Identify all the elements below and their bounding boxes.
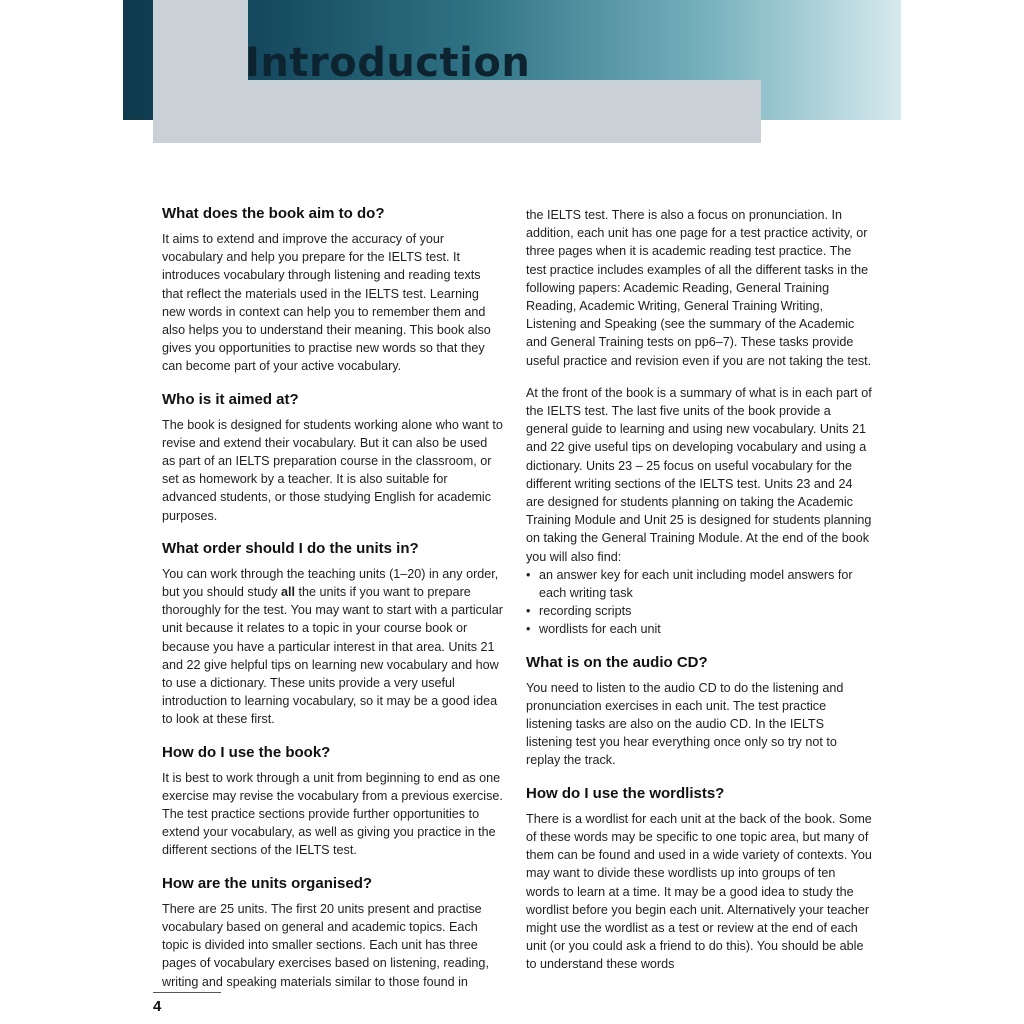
- left-column: [162, 204, 504, 991]
- section-body-audience: The book is designed for students working alone who want to revise and extend their vocabulary. But it can also be used as part of an IELTS preparation course in the classroom, or set as homework by a teacher. It is also suitable for advanced students, or those studying English for academic purposes.: [162, 417, 503, 523]
- end-of-book-list: [526, 566, 872, 639]
- section-heading-wordlists: How do I use the wordlists?: [526, 784, 725, 802]
- section-body-usage: It is best to work through a unit from beginning to end as one exercise may revise the vocabulary from a previous exercise. The test practice sections provide further opportunities to extend your vocabulary, as well as giving you practice in the different sections of the IELTS test.: [162, 770, 503, 858]
- page-title: Introduction: [245, 40, 531, 86]
- section-heading-audience: Who is it aimed at?: [162, 390, 299, 408]
- list-item: • an answer key for each unit including model answers for each writing task: [526, 566, 872, 602]
- section-heading-organisation: How are the units organised?: [162, 874, 373, 892]
- header-banner-grey-band: [153, 80, 761, 143]
- page-number: 4: [153, 998, 162, 1015]
- section-heading-usage: How do I use the book?: [162, 743, 331, 761]
- section-body-wordlists: There is a wordlist for each unit at the back of the book. Some of these words may be specific to one topic area, but many of them can be found and used in a wide variety of contexts. You may want to divide these wordlists up into groups of ten words to learn at a time. It may be a good idea to study the wordlist before you begin each unit. Alternatively your teacher might use the wordlist as a test or review at the end of each unit (or you could ask a friend to do this). You should be able to understand these words: [526, 811, 872, 972]
- unit-order-text-start: You can work through the teaching units (1–20) in any order, but you should study: [162, 566, 499, 600]
- section-body-aim: It aims to extend and improve the accuracy of your vocabulary and help you prepare for the IELTS test. It introduces vocabulary through listening and reading texts that reflect the materials used in the IELTS test. Learning new words in context can help you to remember them and also helps you to understand their meaning. This book also gives you opportunities to practise new words so that they can become part of your active vocabulary.: [162, 232, 491, 374]
- unit-order-emphasis: all: [281, 585, 296, 600]
- section-body-audio-cd: You need to listen to the audio CD to do the listening and pronunciation exercises in each unit. The test practice listening tasks are also on the audio CD. In the IELTS listening test you hear everything once only so try not to replay the track.: [526, 680, 844, 768]
- organisation-continuation: the IELTS test. There is also a focus on pronunciation. In addition, each unit has one page for a test practice activity, or three pages when it is academic reading test practice. The test practice includes examples of all the different tasks in the following papers: Academic Reading, General Training Reading, Academic Writing, General Training Writing, Listening and Speaking (see the summary of the Academic and General Training tests on pp6–7). These tasks provide useful practice and revision even if you are not taking the test.: [526, 208, 872, 368]
- section-heading-aim: What does the book aim to do?: [162, 205, 385, 222]
- section-body-organisation: There are 25 units. The first 20 units present and practise vocabulary based on general and academic topics. Each topic is divided into smaller sections. Each unit has three pages of vocabulary exercises based on listening, reading, writing and speaking materials similar to those found in: [162, 901, 489, 989]
- unit-order-text-end: the units if you want to prepare thoroughly for the test. You may want to start with a particular unit because it relates to a topic in your course book or because you have a particular interest in that area. Units 21 and 22 give helpful tips on learning new vocabulary and how to use a dictionary. These units provide a very useful introduction to learning vocabulary, so it may be a good idea to look at these first.: [162, 585, 503, 727]
- section-heading-audio-cd: What is on the audio CD?: [526, 653, 708, 671]
- list-item: • recording scripts: [526, 602, 872, 620]
- section-body-unit-order: [162, 565, 504, 729]
- footer-rule: [153, 992, 221, 993]
- right-column: [526, 206, 872, 974]
- front-of-book-paragraph: At the front of the book is a summary of what is in each part of the IELTS test. The last five units of the book provide a general guide to learning and using new vocabulary. Units 21 and 22 give useful tips on developing vocabulary and using a dictionary. Units 23 – 25 focus on useful vocabulary for the different writing sections of the IELTS test. Units 23 and 24 are designed for students planning on taking the Academic Training Module and Unit 25 is designed for students planning on taking the General Training Module. At the end of the book you will also find:: [526, 385, 872, 564]
- list-item: • wordlists for each unit: [526, 620, 872, 638]
- section-heading-unit-order: What order should I do the units in?: [162, 539, 419, 557]
